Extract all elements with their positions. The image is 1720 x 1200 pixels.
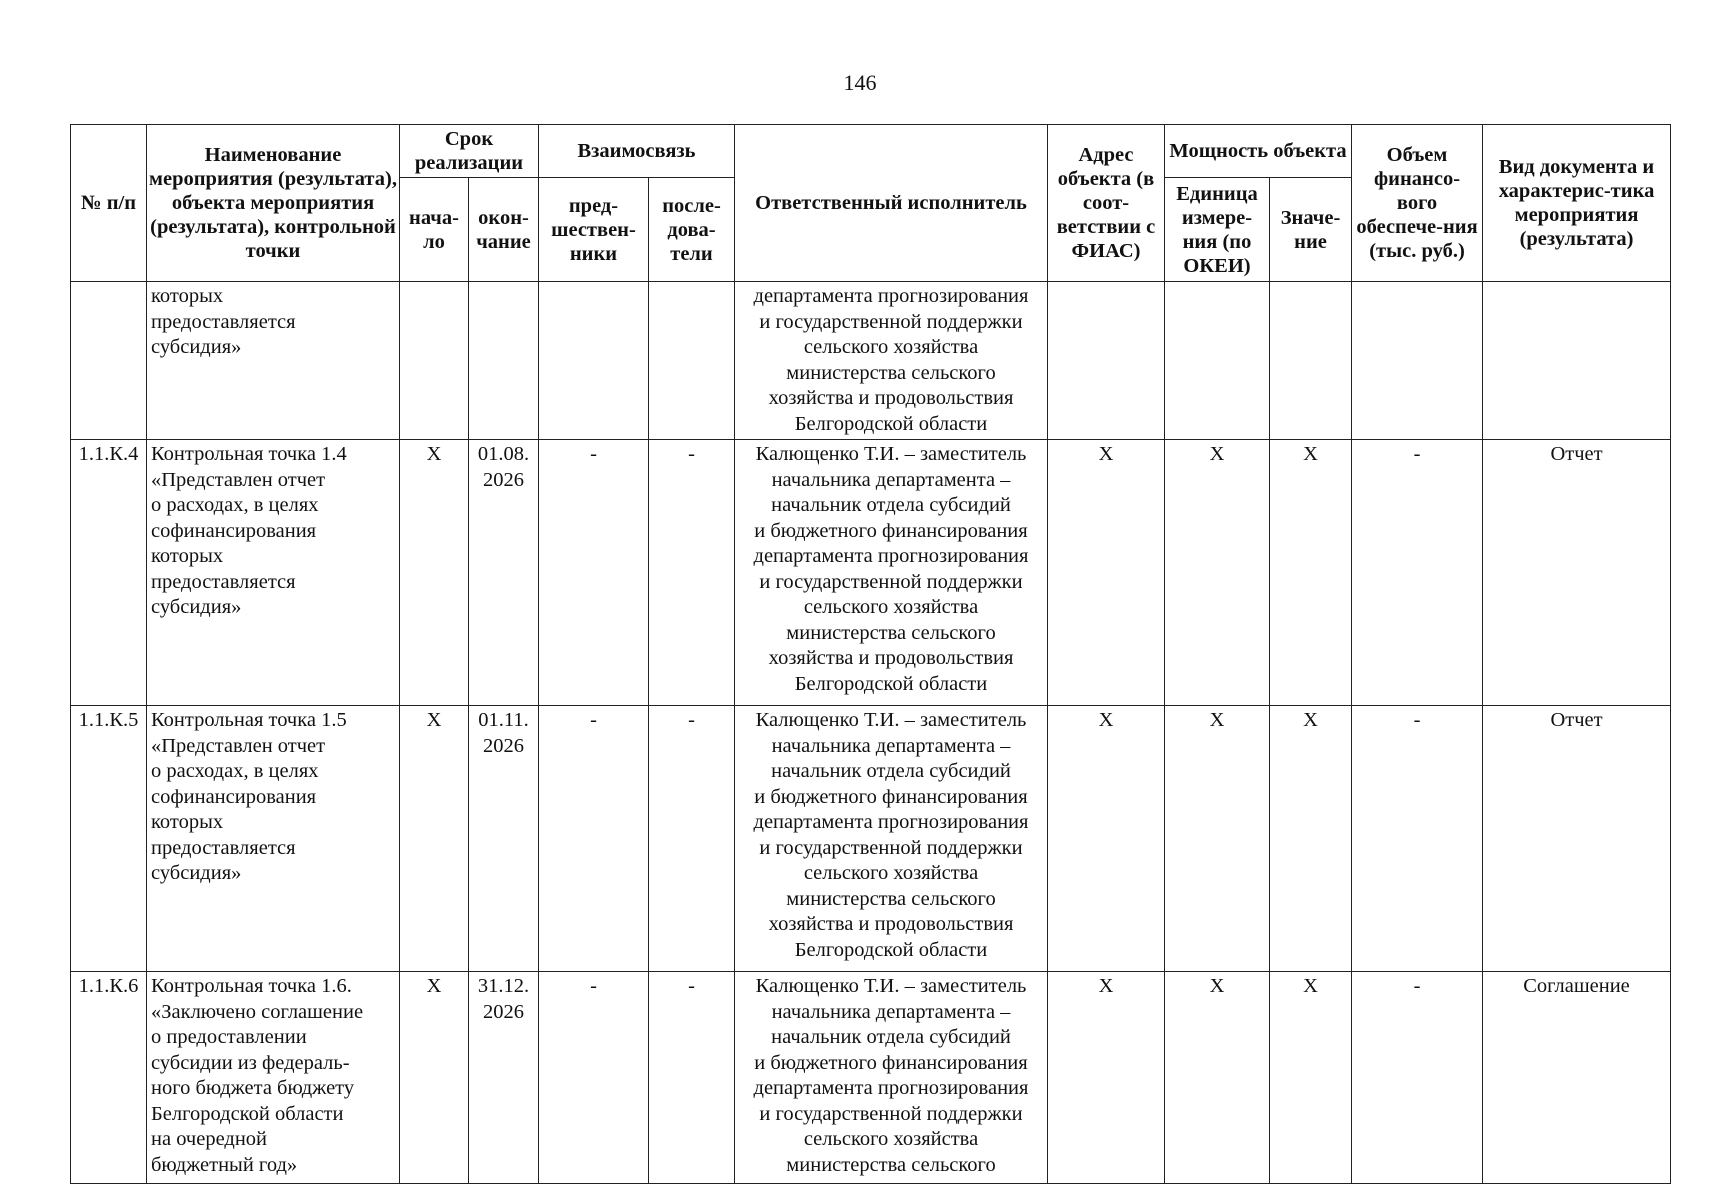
table-row <box>71 440 1671 706</box>
cell-num: 1.1.К.4 <box>71 440 147 706</box>
header-executor: Ответственный исполнитель <box>735 125 1048 282</box>
cell-doc: Соглашение <box>1483 972 1671 1184</box>
cell-start: Х <box>400 440 469 706</box>
header-period-start: нача- ло <box>400 178 469 282</box>
plan-table <box>70 124 1671 1184</box>
cell-next <box>649 282 735 440</box>
cell-doc <box>1483 282 1671 440</box>
cell-finance: - <box>1352 706 1483 972</box>
cell-next: - <box>649 972 735 1184</box>
table-row <box>71 706 1671 972</box>
cell-next: - <box>649 440 735 706</box>
table-header <box>71 125 1671 282</box>
cell-end: 31.12. 2026 <box>469 972 539 1184</box>
page-number: 146 <box>843 70 877 95</box>
cell-unit: Х <box>1165 972 1270 1184</box>
header-address: Адрес объекта (в соот-ветствии с ФИАС) <box>1048 125 1165 282</box>
table-row <box>71 282 1671 440</box>
cell-num: 1.1.К.6 <box>71 972 147 1184</box>
cell-address: Х <box>1048 972 1165 1184</box>
cell-prev <box>539 282 649 440</box>
cell-doc: Отчет <box>1483 706 1671 972</box>
header-finance: Объем финансо-вого обеспече-ния (тыс. руб.) <box>1352 125 1483 282</box>
cell-finance: - <box>1352 972 1483 1184</box>
cell-end <box>469 282 539 440</box>
cell-end: 01.11. 2026 <box>469 706 539 972</box>
cell-next: - <box>649 706 735 972</box>
cell-value: Х <box>1270 706 1352 972</box>
cell-num: 1.1.К.5 <box>71 706 147 972</box>
table-row <box>71 972 1671 1184</box>
cell-start: Х <box>400 706 469 972</box>
header-link: Взаимосвязь <box>539 125 735 178</box>
cell-end: 01.08. 2026 <box>469 440 539 706</box>
cell-name: Контрольная точка 1.6. «Заключено соглашение о предоставлении субсидии из федераль- ного бюджета бюджету Белгородской области на очередной бюджетный год» <box>147 972 400 1184</box>
cell-doc: Отчет <box>1483 440 1671 706</box>
cell-start <box>400 282 469 440</box>
cell-address <box>1048 282 1165 440</box>
cell-executor: Калющенко Т.И. – заместитель начальника департамента – начальник отдела субсидий и бюджетного финансирования департамента прогнозирования и государственной поддержки сельского хозяйства министерства сельского <box>735 972 1048 1184</box>
cell-unit <box>1165 282 1270 440</box>
cell-address: Х <box>1048 706 1165 972</box>
cell-prev: - <box>539 972 649 1184</box>
cell-start: Х <box>400 972 469 1184</box>
cell-name: Контрольная точка 1.4 «Представлен отчет о расходах, в целях софинансирования которых предоставляется субсидия» <box>147 440 400 706</box>
cell-name: которых предоставляется субсидия» <box>147 282 400 440</box>
cell-value: Х <box>1270 972 1352 1184</box>
header-period: Срок реализации <box>400 125 539 178</box>
header-num: № п/п <box>71 125 147 282</box>
cell-finance <box>1352 282 1483 440</box>
cell-prev: - <box>539 440 649 706</box>
header-doc: Вид документа и характерис-тика мероприятия (результата) <box>1483 125 1671 282</box>
header-capacity-unit: Единица измере-ния (по ОКЕИ) <box>1165 178 1270 282</box>
cell-prev: - <box>539 706 649 972</box>
header-name: Наименование мероприятия (результата), объекта мероприятия (результата), контрольной точки <box>147 125 400 282</box>
cell-unit: Х <box>1165 706 1270 972</box>
cell-executor: Калющенко Т.И. – заместитель начальника департамента – начальник отдела субсидий и бюджетного финансирования департамента прогнозирования и государственной поддержки сельского хозяйства министерства сельского хозяйства и продовольствия Белгородской области <box>735 440 1048 706</box>
cell-name: Контрольная точка 1.5 «Представлен отчет о расходах, в целях софинансирования которых предоставляется субсидия» <box>147 706 400 972</box>
header-capacity: Мощность объекта <box>1165 125 1352 178</box>
cell-finance: - <box>1352 440 1483 706</box>
header-link-prev: пред- шествен- ники <box>539 178 649 282</box>
cell-value: Х <box>1270 440 1352 706</box>
header-link-next: после- дова- тели <box>649 178 735 282</box>
header-capacity-value: Значе- ние <box>1270 178 1352 282</box>
cell-address: Х <box>1048 440 1165 706</box>
cell-unit: Х <box>1165 440 1270 706</box>
cell-num <box>71 282 147 440</box>
cell-executor: департамента прогнозирования и государственной поддержки сельского хозяйства министерства сельского хозяйства и продовольствия Белгородской области <box>735 282 1048 440</box>
table-body <box>71 282 1671 1184</box>
cell-value <box>1270 282 1352 440</box>
cell-executor: Калющенко Т.И. – заместитель начальника департамента – начальник отдела субсидий и бюджетного финансирования департамента прогнозирования и государственной поддержки сельского хозяйства министерства сельского хозяйства и продовольствия Белгородской области <box>735 706 1048 972</box>
header-period-end: окон- чание <box>469 178 539 282</box>
